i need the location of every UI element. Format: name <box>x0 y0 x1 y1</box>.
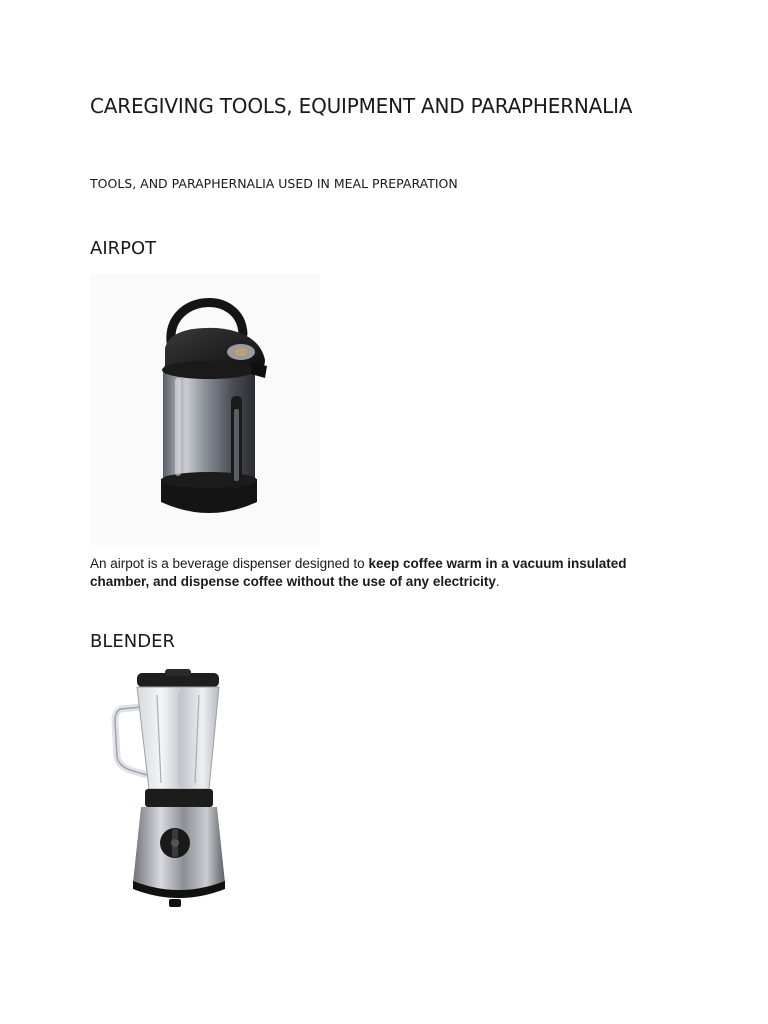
airpot-description <box>90 555 670 591</box>
airpot-illustration <box>91 274 320 545</box>
airpot-description-bold: keep coffee warm in a vacuum insulated <box>368 556 627 571</box>
page-subtitle: TOOLS, AND PARAPHERNALIA USED IN MEAL PREPARATION <box>90 176 458 191</box>
blender-illustration <box>91 667 231 917</box>
page-title: CAREGIVING TOOLS, EQUIPMENT AND PARAPHERNALIA <box>90 94 633 118</box>
airpot-description-end: . <box>495 574 500 589</box>
airpot-description-bold-2: chamber, and dispense coffee without the use of any electricity <box>90 574 496 589</box>
airpot-description-text: An airpot is a beverage dispenser designed to <box>90 556 369 571</box>
blender-image <box>91 667 231 917</box>
airpot-image <box>91 274 320 545</box>
section-heading-airpot: AIRPOT <box>90 238 157 259</box>
section-heading-blender: BLENDER <box>90 631 175 652</box>
